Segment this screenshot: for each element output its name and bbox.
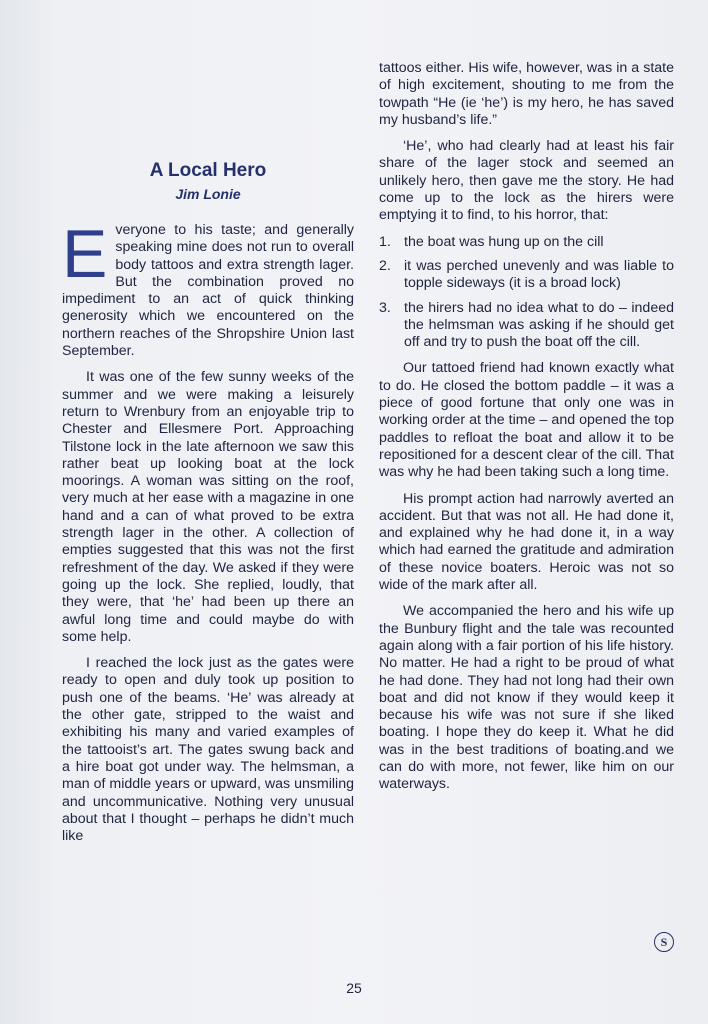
list-text: it was perched unevenly and was liable to topple sideways (it is a broad lock) xyxy=(404,257,674,292)
list-item xyxy=(379,234,674,251)
list-text: the boat was hung up on the cill xyxy=(404,233,604,250)
left-column xyxy=(62,160,354,854)
article-title: A Local Hero xyxy=(149,160,267,181)
list-text: the hirers had no idea what to do – indeed the helmsman was asking if he should get off and try to push the boat off the cill. xyxy=(404,299,674,351)
paragraph-5: ‘He’, who had clearly had at least his fair share of the lager stock and seemed an unlikely hero, then gave me the story. He had come up to the lock as the hirers were emptying it to find, to his horror, that: xyxy=(379,138,674,224)
paragraph-3: I reached the lock just as the gates were ready to open and duly took up position to push one of the beams. ‘He’ was already at the other gate, stripped to the waist and exhibiting his many and varied examples of the tattooist’s art. The gates swung back and a hire boat got under way. The helmsman, a man of middle years or upward, was unsmiling and uncommunicative. Nothing very unusual about that I thought – perhaps he didn’t much like xyxy=(62,655,354,845)
end-mark-logo: S xyxy=(654,932,674,952)
intro-paragraph xyxy=(62,216,354,360)
paragraph-6: Our tattoed friend had known exactly what to do. He closed the bottom paddle – it was a piece of good fortune that only one was in working order at the time – and opened the top paddles to refloat the boat and allow it to be repositioned for a descent clear of the cill. That was why he had been taking such a long time. xyxy=(379,360,674,481)
list-item xyxy=(379,300,674,352)
paragraph-4: tattoos either. His wife, however, was in a state of high excitement, shouting to me from the towpath “He (ie ‘he’) is my hero, he has saved my husband’s life.” xyxy=(379,60,674,128)
list-number: 1. xyxy=(379,233,391,250)
list-number: 3. xyxy=(379,299,391,316)
right-column xyxy=(379,60,674,803)
list-item xyxy=(379,258,674,293)
article-author: Jim Lonie xyxy=(175,186,241,202)
list-number: 2. xyxy=(379,257,391,274)
drop-cap: E xyxy=(62,216,108,292)
numbered-list xyxy=(379,234,674,352)
page-number: 25 xyxy=(346,980,362,996)
paragraph-2: It was one of the few sunny weeks of the summer and we were making a leisurely return to Wrenbury from an enjoyable trip to Chester and Ellesmere Port. Approaching Tilstone lock in the late afternoon we saw this rather beat up looking boat at the lock moorings. A woman was sitting on the roof, very much at her ease with a magazine in one hand and a can of what proved to be extra strength lager in the other. A collection of empties suggested that this was not the first refreshment of the day. We asked if they were going up the lock. She replied, loudly, that they were, that ‘he’ had been up there an awful long time and could maybe do with some help. xyxy=(62,369,354,645)
intro-text: veryone to his taste; and generally speaking mine does not run to overall body tattoos and extra strength lager. But the combination proved no impediment to an act of quick thinking generosity which we encountered on the northern reaches of the Shropshire Union last September. xyxy=(62,222,354,360)
paragraph-8: We accompanied the hero and his wife up the Bunbury flight and the tale was recounted again along with a fair portion of his life history. No matter. He had a right to be proud of what he had done. They had not long had their own boat and did not know if they would keep it because his wife was not sure if she liked boating. I hope they do keep it. What he did was in the best traditions of boating.and we can do with more, not fewer, like him on our waterways. xyxy=(379,603,674,793)
paragraph-7: His prompt action had narrowly averted an accident. But that was not all. He had done it, and explained why he had done it, in a way which had earned the gratitude and admiration of these novice boaters. Heroic was not so wide of the mark after all. xyxy=(379,490,674,594)
